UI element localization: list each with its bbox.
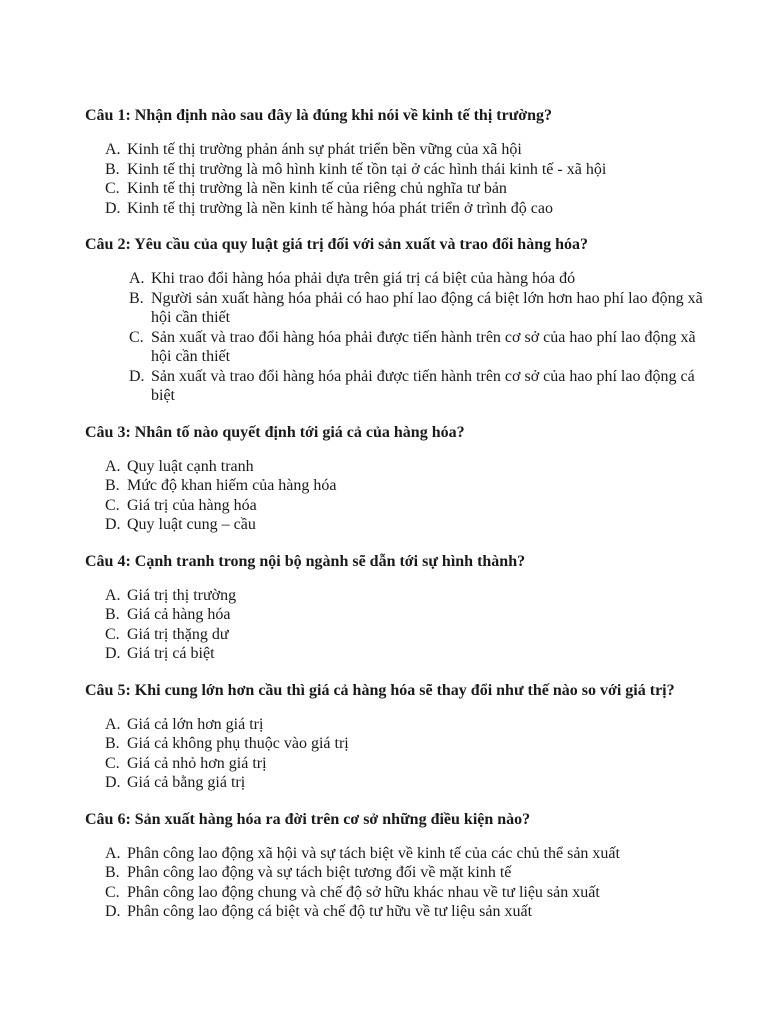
- question-4: [85, 552, 708, 664]
- option-list: [85, 844, 708, 922]
- option-letter: B.: [129, 289, 144, 307]
- question-title: Câu 5: Khi cung lớn hơn cầu thì giá cả hàng hóa sẽ thay đổi như thế nào so với giá trị?: [85, 681, 675, 699]
- option-c: [85, 328, 708, 367]
- option-letter: B.: [105, 160, 120, 178]
- question-6: [85, 810, 708, 922]
- option-d: [85, 515, 708, 535]
- question-5: [85, 681, 708, 793]
- option-text: Giá cả lớn hơn giá trị: [127, 715, 264, 733]
- option-letter: A.: [105, 715, 121, 733]
- question-1: [85, 106, 708, 218]
- option-text: Phân công lao động chung và chế độ sở hữu khác nhau về tư liệu sản xuất: [127, 883, 600, 901]
- option-list: [85, 269, 708, 406]
- option-letter: A.: [129, 270, 145, 287]
- option-letter: A.: [105, 141, 121, 158]
- option-text: Giá cả hàng hóa: [127, 606, 231, 623]
- option-text: Giá trị thặng dư: [127, 625, 229, 643]
- option-text: Giá trị thị trường: [127, 586, 237, 604]
- option-a: [85, 715, 708, 735]
- option-text: Người sản xuất hàng hóa phải có hao phí lao động cá biệt lớn hơn hao phí lao động xã hội cần thiết: [151, 289, 703, 326]
- option-letter: C.: [105, 625, 120, 643]
- question-3: [85, 423, 708, 535]
- option-text: Giá cả không phụ thuộc vào giá trị: [127, 735, 349, 752]
- question-title: Câu 4: Cạnh tranh trong nội bộ ngành sẽ dẫn tới sự hình thành?: [85, 552, 526, 570]
- option-letter: C.: [105, 180, 120, 197]
- option-text: Kinh tế thị trường là nền kinh tế hàng hóa phát triển ở trình độ cao: [127, 199, 553, 217]
- option-text: Kinh tế thị trường là mô hình kinh tế tồn tại ở các hình thái kinh tế - xã hội: [127, 160, 607, 178]
- option-c: [85, 496, 708, 516]
- option-text: Phân công lao động cá biệt và chế độ tư hữu về tư liệu sản xuất: [127, 903, 533, 920]
- option-text: Giá trị của hàng hóa: [127, 496, 257, 514]
- option-c: [85, 179, 708, 199]
- option-b: [85, 863, 708, 883]
- option-d: [85, 773, 708, 793]
- option-text: Giá cả bằng giá trị: [127, 774, 246, 791]
- option-letter: D.: [105, 516, 121, 533]
- option-text: Giá cả nhỏ hơn giá trị: [127, 754, 267, 772]
- option-letter: C.: [105, 754, 120, 772]
- option-text: Kinh tế thị trường phản ánh sự phát triển bền vững của xã hội: [127, 141, 522, 158]
- option-letter: B.: [105, 735, 120, 752]
- option-text: Quy luật cung – cầu: [127, 516, 256, 533]
- option-a: [85, 586, 708, 606]
- question-title: Câu 1: Nhận định nào sau đây là đúng khi nói về kinh tế thị trường?: [85, 107, 553, 124]
- question-title: Câu 2: Yêu cầu của quy luật giá trị đối với sản xuất và trao đổi hàng hóa?: [85, 236, 588, 253]
- option-letter: A.: [105, 586, 121, 604]
- option-text: Kinh tế thị trường là nền kinh tế của riêng chủ nghĩa tư bản: [127, 180, 507, 197]
- option-list: [85, 586, 708, 664]
- option-letter: C.: [105, 883, 120, 901]
- question-2: [85, 235, 708, 406]
- option-c: [85, 754, 708, 774]
- option-d: [85, 644, 708, 664]
- option-c: [85, 625, 708, 645]
- option-b: [85, 476, 708, 496]
- question-title: Câu 3: Nhân tố nào quyết định tới giá cả của hàng hóa?: [85, 423, 465, 441]
- option-text: Mức độ khan hiếm của hàng hóa: [127, 477, 337, 494]
- option-text: Phân công lao động xã hội và sự tách biệt về kinh tế của các chủ thể sản xuất: [127, 844, 620, 862]
- option-c: [85, 883, 708, 903]
- option-a: [85, 457, 708, 477]
- option-a: [85, 140, 708, 160]
- option-letter: B.: [105, 477, 120, 494]
- question-title: Câu 6: Sản xuất hàng hóa ra đời trên cơ sở những điều kiện nào?: [85, 810, 531, 828]
- option-d: [85, 902, 708, 922]
- option-a: [85, 844, 708, 864]
- option-letter: D.: [105, 774, 121, 791]
- option-text: Sản xuất và trao đổi hàng hóa phải được tiến hành trên cơ sở của hao phí lao động cá biệt: [151, 367, 695, 404]
- option-a: [85, 269, 708, 289]
- option-letter: D.: [129, 367, 145, 385]
- option-letter: A.: [105, 457, 121, 475]
- option-b: [85, 289, 708, 328]
- option-b: [85, 160, 708, 180]
- option-text: Quy luật cạnh tranh: [127, 457, 254, 475]
- option-letter: C.: [129, 328, 144, 346]
- option-text: Khi trao đổi hàng hóa phải dựa trên giá trị cá biệt của hàng hóa đó: [151, 270, 576, 287]
- option-d: [85, 199, 708, 219]
- option-text: Giá trị cá biệt: [127, 645, 215, 662]
- option-letter: B.: [105, 606, 120, 623]
- option-text: Sản xuất và trao đổi hàng hóa phải được tiến hành trên cơ sở của hao phí lao động xã hội cần thiết: [151, 328, 696, 365]
- option-letter: D.: [105, 903, 121, 920]
- option-letter: B.: [105, 864, 120, 881]
- option-list: [85, 715, 708, 793]
- option-letter: A.: [105, 844, 121, 862]
- option-list: [85, 140, 708, 218]
- option-letter: D.: [105, 645, 121, 662]
- option-text: Phân công lao động và sự tách biệt tương đối về mặt kinh tế: [127, 864, 512, 881]
- option-list: [85, 457, 708, 535]
- option-b: [85, 605, 708, 625]
- option-letter: D.: [105, 199, 121, 217]
- option-b: [85, 734, 708, 754]
- option-d: [85, 367, 708, 406]
- option-letter: C.: [105, 496, 120, 514]
